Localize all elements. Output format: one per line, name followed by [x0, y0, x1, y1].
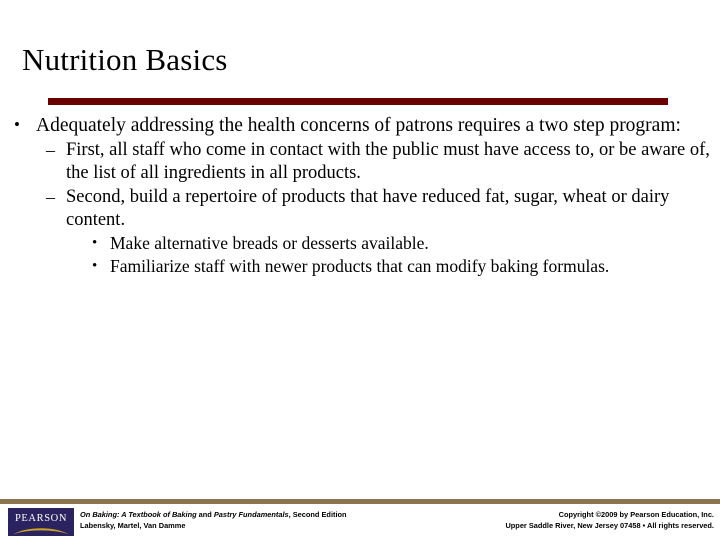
book-title-part-2: Pastry Fundamentals	[213, 510, 289, 519]
book-title-part-1: On Baking: A Textbook of Baking	[80, 510, 197, 519]
title-divider-rule	[48, 98, 668, 105]
list-item	[46, 186, 714, 232]
bullet-marker-icon: •	[92, 234, 98, 251]
pearson-swoosh-icon	[13, 526, 69, 535]
list-item-text: First, all staff who come in contact with the public must have access to, or be aware of, the list of all ingredients in all products.	[66, 140, 710, 184]
copyright-line-2: Upper Saddle River, New Jersey 07458 • All rights reserved.	[505, 521, 714, 531]
slide-footer	[0, 504, 720, 540]
copyright-notice	[384, 509, 714, 532]
pearson-logo	[8, 508, 74, 536]
pearson-logo-text: PEARSON	[14, 513, 68, 524]
book-title-conjunction: and	[196, 510, 214, 519]
list-item-text: Adequately addressing the health concerns of patrons requires a two step program:	[36, 115, 681, 136]
list-item-text: Familiarize staff with newer products that can modify baking formulas.	[110, 255, 610, 276]
copyright-line-1: Copyright ©2009 by Pearson Education, Inc.	[558, 510, 714, 519]
book-title-line	[80, 509, 390, 520]
bullet-marker-icon: •	[92, 257, 98, 274]
book-edition: , Second Edition	[288, 510, 347, 519]
book-citation	[80, 509, 390, 532]
list-item-text: Second, build a repertoire of products that have reduced fat, sugar, wheat or dairy content.	[66, 187, 670, 230]
bullet-list	[14, 114, 714, 278]
bullet-marker-icon: •	[14, 115, 20, 134]
page-title: Nutrition Basics	[22, 41, 228, 77]
list-item	[46, 139, 714, 185]
book-authors: Labensky, Martel, Van Damme	[80, 521, 186, 531]
dash-marker-icon: –	[46, 187, 55, 208]
list-item	[92, 256, 714, 278]
list-item	[14, 114, 714, 138]
list-item-text: Make alternative breads or desserts available.	[110, 232, 429, 253]
list-item	[92, 233, 714, 255]
dash-marker-icon: –	[46, 140, 55, 161]
